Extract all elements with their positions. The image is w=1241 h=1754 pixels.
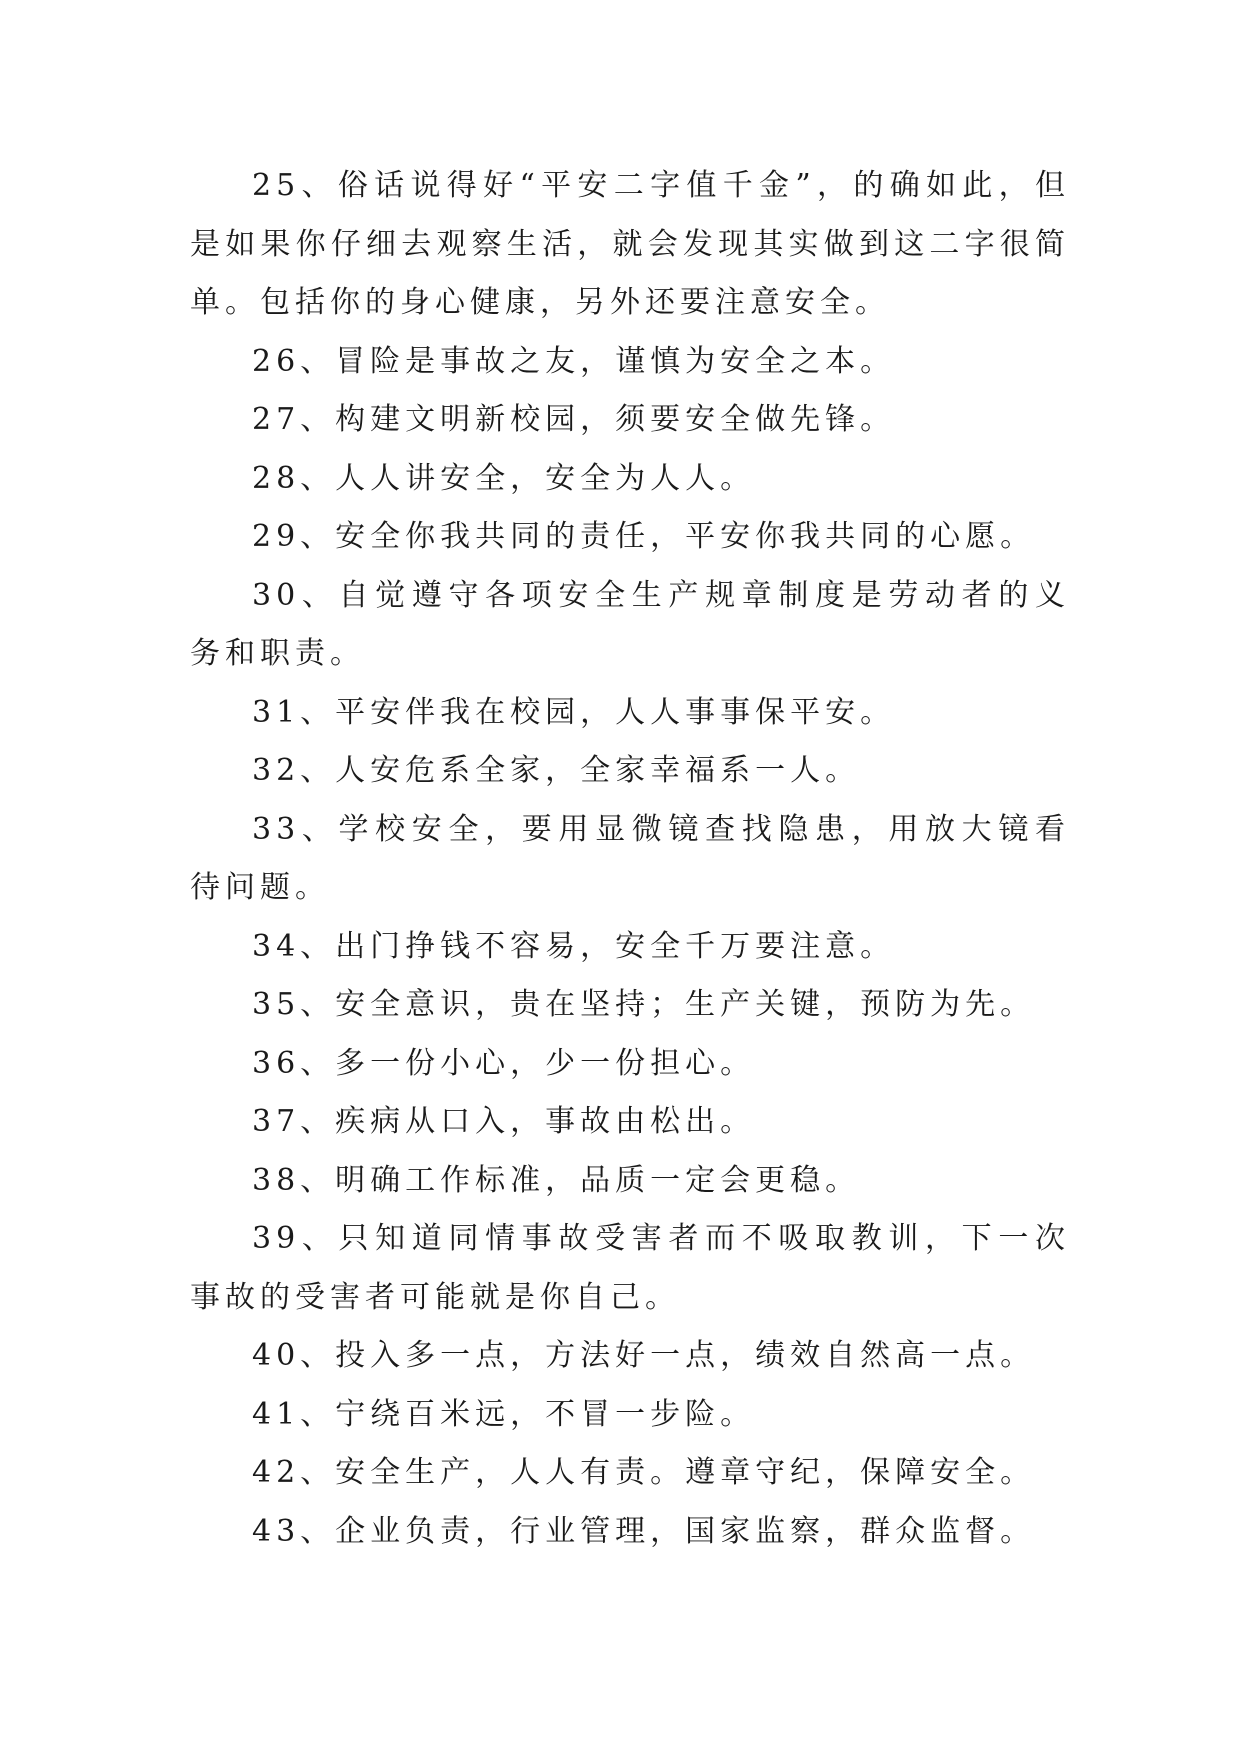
paragraph-26: 26、冒险是事故之友，谨慎为安全之本。 [252, 343, 896, 379]
paragraph-32: 32、人安危系全家，全家幸福系一人。 [252, 753, 861, 788]
paragraph-43: 43、企业负责，行业管理，国家监察，群众监督。 [252, 1513, 1036, 1549]
paragraph-28: 28、人人讲安全，安全为人人。 [252, 460, 756, 496]
paragraph-31: 31、平安伴我在校园，人人事事保平安。 [252, 694, 896, 730]
document-body [190, 157, 1070, 1561]
paragraph-36: 36、多一份小心，少一份担心。 [252, 1045, 756, 1081]
paragraph-35: 35、安全意识，贵在坚持；生产关键，预防为先。 [252, 987, 1036, 1022]
paragraph-27: 27、构建文明新校园，须要安全做先锋。 [252, 402, 896, 437]
paragraph-37: 37、疾病从口入，事故由松出。 [252, 1104, 756, 1139]
paragraph-34: 34、出门挣钱不容易，安全千万要注意。 [252, 928, 896, 964]
paragraph-41: 41、宁绕百米远，不冒一步险。 [252, 1396, 756, 1432]
paragraph-38: 38、明确工作标准，品质一定会更稳。 [252, 1162, 861, 1198]
paragraph-29: 29、安全你我共同的责任，平安你我共同的心愿。 [252, 519, 1036, 554]
paragraph-39: 39、只知道同情事故受害者而不吸取教训，下一次事故的受害者可能就是你自己。 [190, 1221, 1070, 1315]
paragraph-42: 42、安全生产，人人有责。遵章守纪，保障安全。 [252, 1455, 1036, 1490]
paragraph-25: 25、俗话说得好“平安二字值千金”，的确如此，但是如果你仔细去观察生活，就会发现其实做到这二字很简单。包括你的身心健康，另外还要注意安全。 [190, 168, 1070, 320]
paragraph-33: 33、学校安全，要用显微镜查找隐患，用放大镜看待问题。 [190, 811, 1070, 905]
paragraph-40: 40、投入多一点，方法好一点，绩效自然高一点。 [252, 1338, 1036, 1373]
paragraph-30: 30、自觉遵守各项安全生产规章制度是劳动者的义务和职责。 [190, 577, 1070, 671]
